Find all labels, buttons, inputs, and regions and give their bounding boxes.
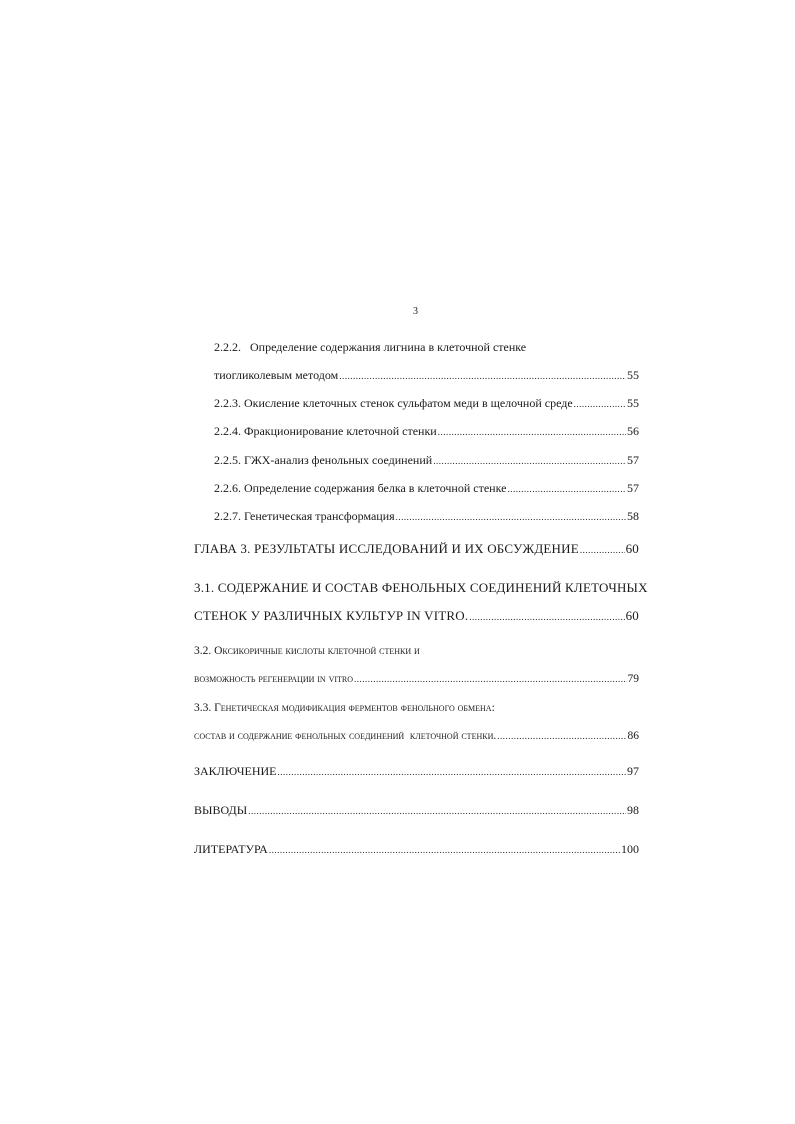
- toc-leader-dots: [497, 728, 626, 744]
- toc-page-number: 98: [627, 803, 639, 817]
- toc-entry-text: 2.2.5. ГЖХ-анализ фенольных соединений: [214, 453, 433, 467]
- toc-leader-dots: [574, 396, 626, 412]
- toc-entry-text: СТЕНОК У РАЗЛИЧНЫХ КУЛЬТУР IN VITRO.: [194, 608, 469, 623]
- toc-page-number: 55: [627, 396, 639, 410]
- toc-page-number: 60: [625, 541, 639, 556]
- toc-entry-text: ЛИТЕРАТУРА: [194, 842, 268, 856]
- toc-entry-text: ВЫВОДЫ: [194, 803, 248, 817]
- toc-page-number: 60: [625, 608, 639, 623]
- toc-leader-dots: [269, 842, 620, 858]
- toc-entry-chapter-3[interactable]: [194, 541, 639, 557]
- toc-entry-findings[interactable]: [194, 802, 639, 818]
- toc-entry-2-2-3[interactable]: [214, 395, 639, 411]
- toc-entry-conclusion[interactable]: [194, 763, 639, 779]
- toc-entry-text: состав и содержание фенольных соединений клеточной стенки.: [194, 730, 497, 742]
- toc-entry-text: 3.2. Оксикоричные кислоты клеточной стенки и: [194, 645, 420, 657]
- toc-entry-3-1[interactable]: [194, 608, 639, 624]
- toc-entry-text: 2.2.6. Определение содержания белка в клеточной стенке: [214, 481, 507, 495]
- toc-leader-dots: [438, 424, 626, 440]
- toc-leader-dots: [248, 803, 626, 819]
- toc-page-number: 55: [627, 368, 639, 382]
- toc-entry-text: тиогликолевым методом: [214, 368, 339, 382]
- toc-page-number: 57: [627, 481, 639, 495]
- toc-entry-text: 2.2.3. Окисление клеточных стенок сульфатом меди в щелочной среде: [214, 396, 573, 410]
- toc-entry-2-2-5[interactable]: [214, 452, 639, 468]
- toc-entry-text: 3.3. Генетическая модификация ферментов фенольного обмена:: [194, 702, 495, 714]
- toc-page-number: 97: [627, 764, 639, 778]
- toc-leader-dots: [580, 542, 625, 558]
- toc-leader-dots: [433, 453, 626, 469]
- toc-entry-3-3-line1: [194, 700, 495, 716]
- toc-leader-dots: [396, 509, 626, 525]
- toc-entry-literature[interactable]: [194, 841, 639, 857]
- toc-page-number: 79: [627, 673, 639, 685]
- toc-entry-3-1-line1: [194, 580, 648, 596]
- toc-leader-dots: [339, 368, 626, 384]
- toc-entry-2-2-6[interactable]: [214, 480, 639, 496]
- toc-page-number: 86: [627, 730, 639, 742]
- toc-entry-2-2-2[interactable]: [214, 367, 639, 383]
- toc-leader-dots: [469, 609, 624, 625]
- page-number: 3: [413, 306, 418, 317]
- toc-entry-3-3[interactable]: [194, 728, 639, 744]
- toc-entry-2-2-7[interactable]: [214, 508, 639, 524]
- toc-entry-text: 2.2.4. Фракционирование клеточной стенки: [214, 424, 437, 438]
- toc-entry-3-2-line1: [194, 643, 420, 659]
- toc-page-number: 57: [627, 453, 639, 467]
- toc-entry-text: 3.1. СОДЕРЖАНИЕ И СОСТАВ ФЕНОЛЬНЫХ СОЕДИНЕНИЙ КЛЕТОЧНЫХ: [194, 580, 648, 595]
- toc-entry-3-2[interactable]: [194, 671, 639, 687]
- toc-entry-text: 2.2.7. Генетическая трансформация: [214, 509, 395, 523]
- toc-entry-text: ЗАКЛЮЧЕНИЕ: [194, 764, 277, 778]
- toc-leader-dots: [507, 481, 626, 497]
- toc-entry-2-2-2-line1: [214, 339, 526, 355]
- toc-leader-dots: [354, 671, 626, 687]
- toc-page-number: 100: [621, 842, 639, 856]
- toc-leader-dots: [278, 764, 627, 780]
- toc-page-number: 58: [627, 509, 639, 523]
- toc-entry-text: ГЛАВА 3. РЕЗУЛЬТАТЫ ИССЛЕДОВАНИЙ И ИХ ОБСУЖДЕНИЕ: [194, 541, 579, 556]
- toc-entry-2-2-4[interactable]: [214, 423, 639, 439]
- toc-page-number: 56: [627, 424, 639, 438]
- toc-entry-text: 2.2.2. Определение содержания лигнина в клеточной стенке: [214, 340, 527, 354]
- toc-entry-text: возможность регенерации in vitro: [194, 673, 354, 685]
